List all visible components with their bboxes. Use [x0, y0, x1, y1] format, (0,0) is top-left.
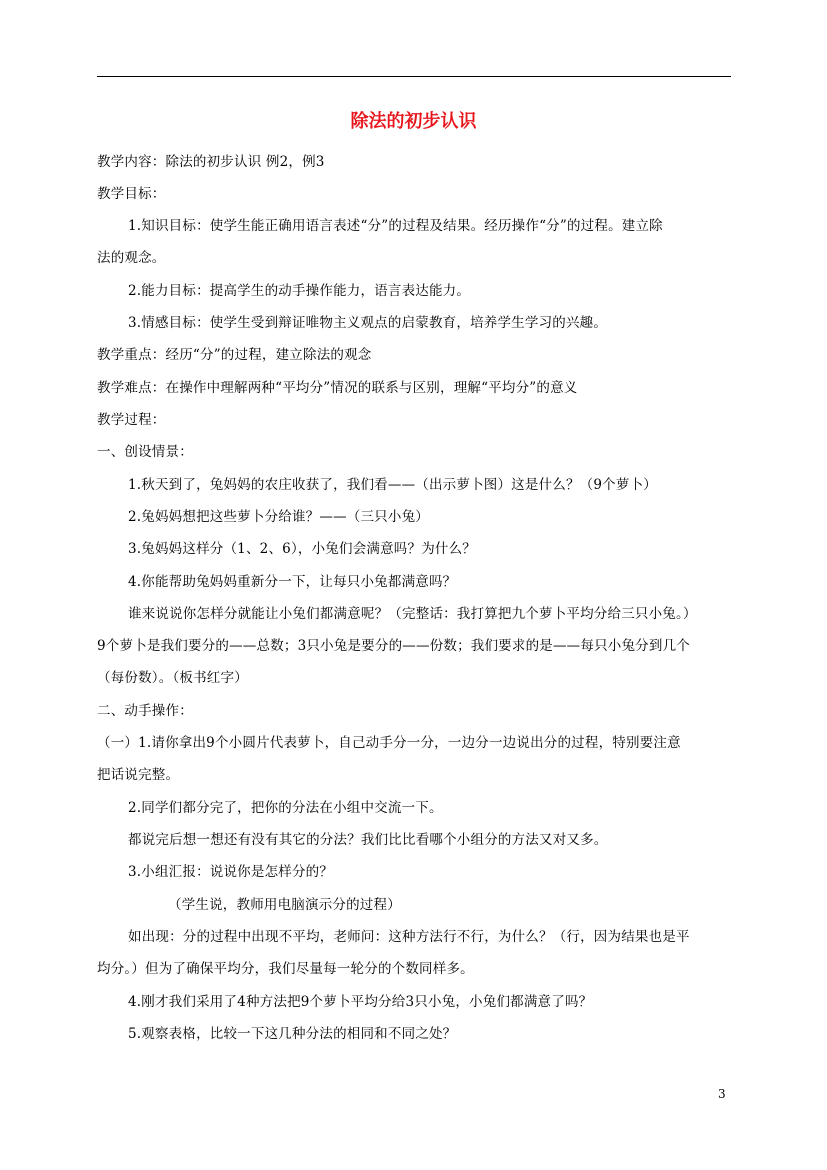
- text-line: 法的观念。: [97, 250, 166, 266]
- text-line: 1.知识目标：使学生能正确用语言表述“分”的过程及结果。经历操作“分”的过程。建立除: [128, 218, 663, 234]
- text-line: 谁来说说你怎样分就能让小兔们都满意呢？（完整话：我打算把九个萝卜平均分给三只小兔。）: [128, 606, 697, 622]
- text-line: 都说完后想一想还有没有其它的分法？我们比比看哪个小组分的方法又对又多。: [128, 832, 608, 848]
- text-line: 3.兔妈妈这样分（1、2、6），小兔们会满意吗？为什么？: [128, 541, 476, 557]
- text-line: 9个萝卜是我们要分的——总数；3只小兔是要分的——份数；我们要求的是——每只小兔分到几个: [97, 638, 690, 654]
- text-line: （一）1.请你拿出9个小圆片代表萝卜，自己动手分一分，一边分一边说出分的过程，特别要注意: [97, 735, 681, 751]
- text-line: 4.刚才我们采用了4种方法把9个萝卜平均分给3只小兔，小兔们都满意了吗？: [128, 994, 593, 1010]
- text-line: 教学过程：: [97, 412, 166, 428]
- text-line: 5.观察表格，比较一下这几种分法的相同和不同之处？: [128, 1026, 457, 1042]
- text-line: 均分。）但为了确保平均分，我们尽量每一轮分的个数同样多。: [97, 961, 474, 977]
- page-number: 3: [718, 1087, 726, 1101]
- text-line: 二、动手操作：: [97, 703, 193, 719]
- text-line: 教学难点：在操作中理解两种“平均分”情况的联系与区别，理解“平均分”的意义: [97, 380, 578, 396]
- text-line: 把话说完整。: [97, 767, 180, 783]
- text-line: （学生说，教师用电脑演示分的过程）: [168, 897, 401, 913]
- text-line: 2.能力目标：提高学生的动手操作能力，语言表达能力。: [128, 283, 471, 299]
- text-line: 教学目标：: [97, 186, 166, 202]
- text-line: 一、创设情景：: [97, 444, 193, 460]
- document-title: 除法的初步认识: [350, 111, 477, 132]
- text-line: 如出现：分的过程中出现不平均，老师问：这种方法行不行，为什么？（行，因为结果也是平: [128, 929, 690, 945]
- text-line: 2.兔妈妈想把这些萝卜分给谁？——（三只小兔）: [128, 509, 429, 525]
- text-line: 3.小组汇报：说说你是怎样分的？: [128, 864, 334, 880]
- header-rule: [97, 76, 731, 77]
- text-line: 3.情感目标：使学生受到辩证唯物主义观点的启蒙教育，培养学生学习的兴趣。: [128, 315, 608, 331]
- text-line: 2.同学们都分完了，把你的分法在小组中交流一下。: [128, 800, 443, 816]
- text-line: （每份数）。（板书红字）: [97, 670, 248, 686]
- text-line: 教学重点：经历“分”的过程，建立除法的观念: [97, 347, 372, 363]
- text-line: 4.你能帮助兔妈妈重新分一下，让每只小兔都满意吗？: [128, 574, 457, 590]
- text-line: 1.秋天到了，兔妈妈的农庄收获了，我们看——（出示萝卜图）这是什么？（9个萝卜）: [128, 477, 657, 493]
- text-line: 教学内容：除法的初步认识 例2，例3: [97, 154, 325, 170]
